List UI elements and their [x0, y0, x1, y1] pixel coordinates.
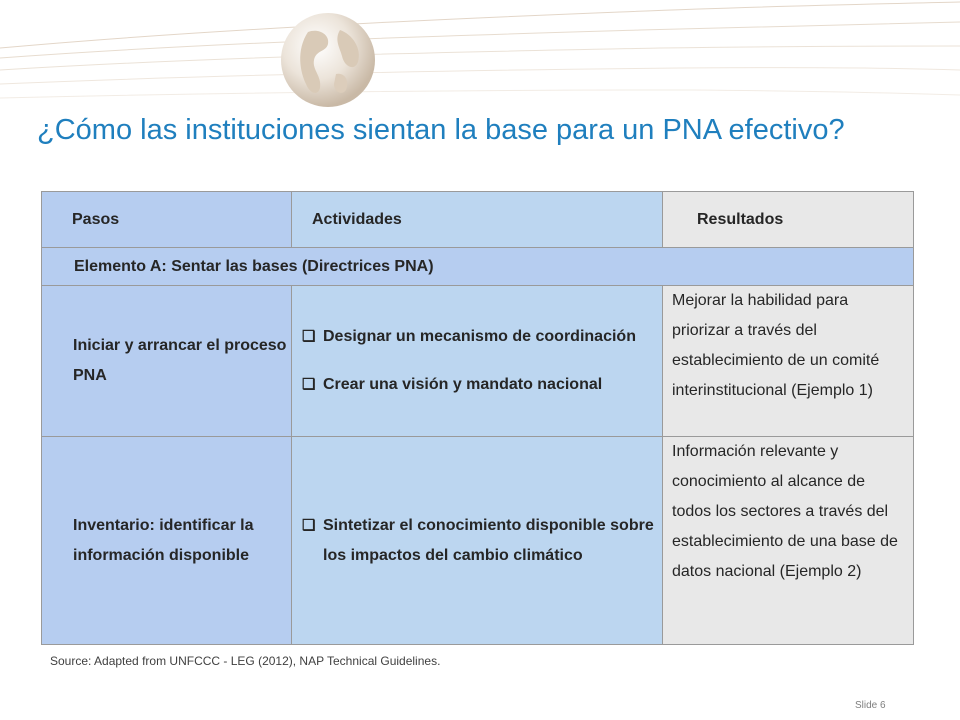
slide-title: ¿Cómo las instituciones sientan la base para un PNA efectivo?	[37, 114, 845, 146]
step-cell: Iniciar y arrancar el proceso PNA	[42, 286, 292, 437]
activities-cell	[292, 437, 663, 645]
step-cell: Inventario: identificar la información disponible	[42, 437, 292, 645]
activity-text: Designar un mecanismo de coordinación	[323, 328, 636, 345]
section-label: Elemento A: Sentar las bases (Directrices PNA)	[42, 248, 914, 286]
result-cell: Información relevante y conocimiento al alcance de todos los sectores a través del establecimiento de una base de datos nacional (Ejemplo 2)	[663, 437, 914, 645]
section-row	[42, 248, 914, 286]
header-pasos: Pasos	[42, 192, 292, 248]
activity-text: Crear una visión y mandato nacional	[323, 376, 603, 393]
header-resultados: Resultados	[663, 192, 914, 248]
globe-icon	[278, 10, 378, 110]
activity-text: Sintetizar el conocimiento disponible sobre los impactos del cambio climático	[323, 516, 654, 564]
decorative-swoosh-lines	[0, 0, 960, 120]
table-row	[42, 286, 914, 437]
activities-cell	[292, 286, 663, 437]
table-row	[42, 437, 914, 645]
activity-item	[302, 322, 654, 352]
result-cell: Mejorar la habilidad para priorizar a través del establecimiento de un comité interinstitucional (Ejemplo 1)	[663, 286, 914, 437]
source-note: Source: Adapted from UNFCCC - LEG (2012), NAP Technical Guidelines.	[50, 654, 441, 668]
header-actividades: Actividades	[292, 192, 663, 248]
checkbox-bullet-icon: ❏	[302, 376, 316, 393]
checkbox-bullet-icon: ❏	[302, 328, 316, 345]
table-header-row	[42, 192, 914, 248]
checkbox-bullet-icon: ❏	[302, 516, 316, 534]
slide-number: Slide 6	[855, 700, 886, 711]
steps-table	[41, 191, 914, 645]
activity-item	[302, 511, 654, 571]
activity-item	[302, 370, 654, 400]
